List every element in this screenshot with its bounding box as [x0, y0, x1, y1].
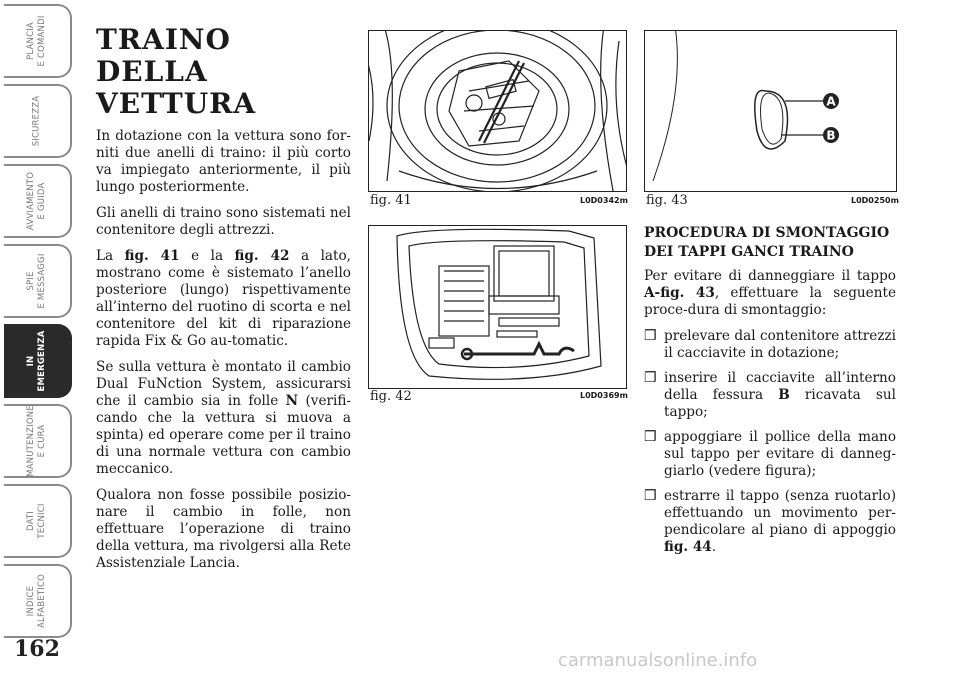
- figure-43-code: L0D0250m: [851, 196, 899, 205]
- procedure-list: [644, 328, 896, 556]
- tab-manutenzione-e-cura[interactable]: MANUTENZIONE E CURA: [4, 404, 72, 478]
- tab-dati-tecnici[interactable]: DATI TECNICI: [4, 484, 72, 558]
- tab-sicurezza[interactable]: SICUREZZA: [4, 84, 72, 158]
- page-number: 162: [14, 636, 60, 662]
- figure-43-caption: fig. 43: [646, 193, 688, 208]
- label-b: B: [826, 128, 836, 143]
- checkbox-bullet-icon: ❒: [644, 370, 657, 386]
- figure-41-spare-wheel: [368, 30, 627, 192]
- column-left: [96, 24, 351, 581]
- checkbox-bullet-icon: ❒: [644, 328, 657, 344]
- figure-41-code: L0D0342m: [580, 196, 628, 205]
- tow-hook-cap-illustration: [645, 31, 897, 192]
- figure-42-code: L0D0369m: [580, 391, 628, 400]
- list-item: ❒ appoggiare il pollice della mano sul tappo per evitare di danneg-giarlo (vedere figura);: [644, 429, 896, 479]
- repair-kit-illustration: [369, 226, 627, 389]
- paragraph: Se sulla vettura è montato il cambio Dual FuNction System, assicurarsi che il cambio sia in folle N (verifi-cando che la vettura si muova a spinta) ed operare come per il traino di una normale vettura con cambio meccanico.: [96, 359, 351, 477]
- checkbox-bullet-icon: ❒: [644, 429, 657, 445]
- list-item: ❒ estrarre il tappo (senza ruotarlo) effettuando un movimento per-pendicolare al piano di appoggio fig. 44.: [644, 488, 896, 555]
- paragraph: Gli anelli di traino sono sistemati nel contenitore degli attrezzi.: [96, 205, 351, 238]
- paragraph: In dotazione con la vettura sono for-niti due anelli di traino: il più corto va impiegato anteriormente, il più lungo posteriormente.: [96, 128, 351, 195]
- figure-43-tow-hook-cap: [644, 30, 897, 192]
- tab-plancia-e-comandi[interactable]: PLANCIA E COMANDI: [4, 4, 72, 78]
- tab-indice-alfabetico[interactable]: INDICE ALFABETICO: [4, 564, 72, 638]
- list-item: ❒ inserire il cacciavite all’interno della fessura B ricavata sul tappo;: [644, 370, 896, 420]
- paragraph: La fig. 41 e la fig. 42 a lato, mostrano come è sistemato l’anello posteriore (lungo) rispettivamente all’interno del ruotino di scorta e nel contenitore del kit di riparazione rapida Fix & Go au-tomatic.: [96, 248, 352, 349]
- list-item: ❒ prelevare dal contenitore attrezzi il cacciavite in dotazione;: [644, 328, 896, 361]
- figure-42-repair-kit: [368, 225, 627, 389]
- figure-42-caption: fig. 42: [370, 389, 412, 404]
- spare-wheel-illustration: [369, 31, 627, 192]
- page-title: TRAINO DELLA VETTURA: [96, 23, 257, 120]
- column-right: [644, 224, 896, 564]
- checkbox-bullet-icon: ❒: [644, 488, 657, 504]
- label-a: A: [826, 94, 836, 109]
- tab-in-emergenza[interactable]: IN EMERGENZA: [4, 324, 72, 398]
- paragraph: Per evitare di danneggiare il tappo A-fig. 43, effettuare la seguente proce-dura di smontaggio:: [644, 268, 896, 318]
- tab-spie-e-messaggi[interactable]: SPIE E MESSAGGI: [4, 244, 72, 318]
- tab-avviamento-e-guida[interactable]: AVVIAMENTO E GUIDA: [4, 164, 72, 238]
- section-title: PROCEDURA DI SMONTAGGIO DEI TAPPI GANCI TRAINO: [644, 225, 890, 260]
- paragraph: Qualora non fosse possibile posizio-nare il cambio in folle, non effettuare l’operazione di traino della vettura, ma rivolgersi alla Rete Assistenziale Lancia.: [96, 487, 351, 571]
- watermark: carmanualsonline.info: [558, 650, 758, 671]
- figure-41-caption: fig. 41: [370, 193, 412, 208]
